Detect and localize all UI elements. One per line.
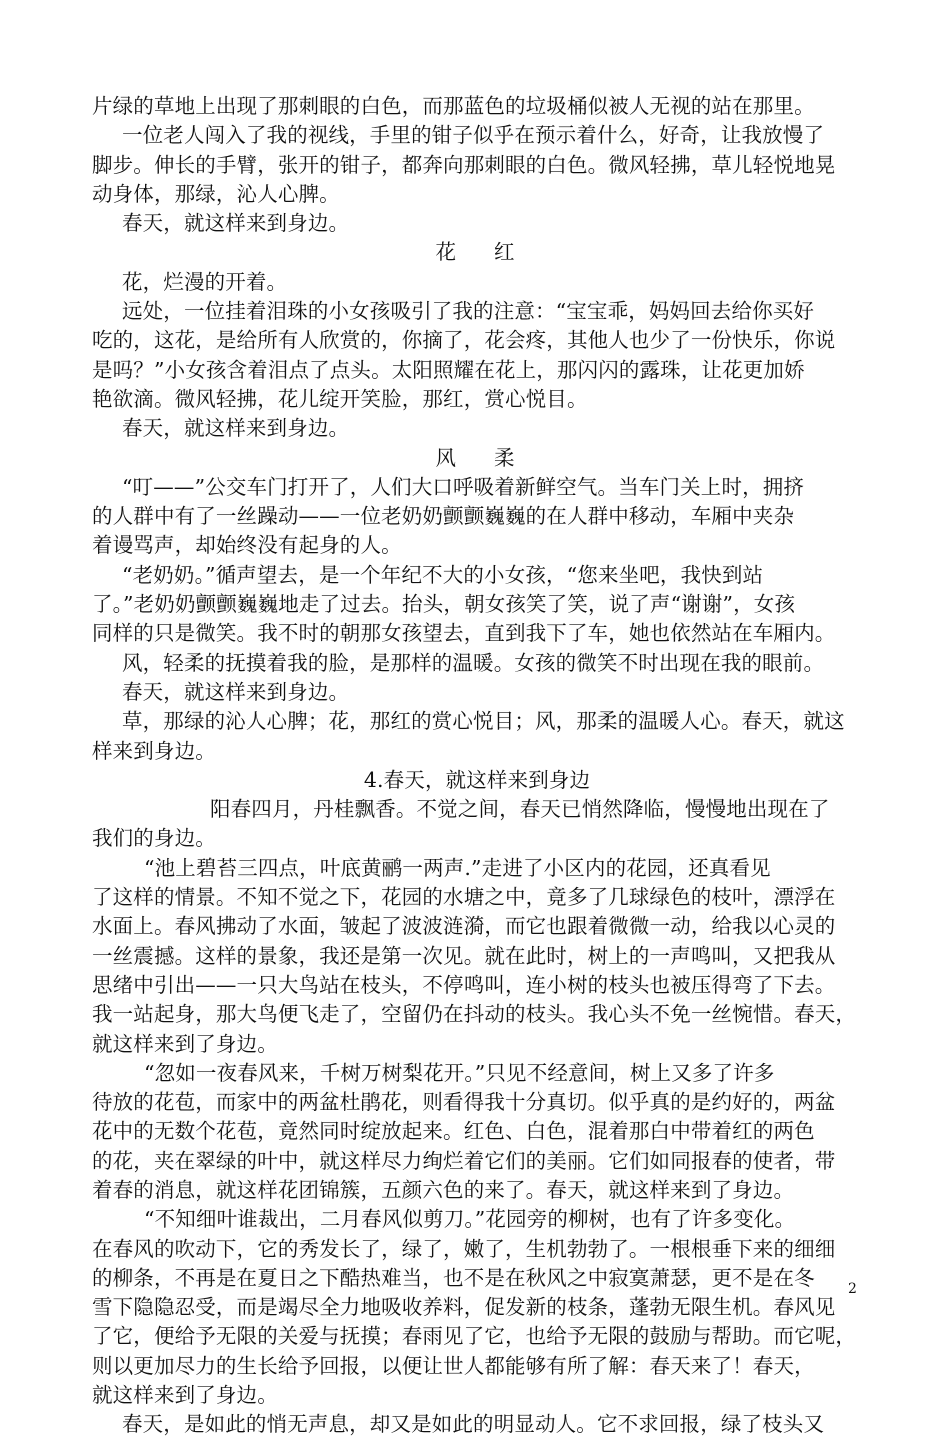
text-line: “忽如一夜春风来，千树万树梨花开。”只见不经意间，树上又多了许多	[144, 1060, 775, 1085]
text-line: 片绿的草地上出现了那刺眼的白色，而那蓝色的垃圾桶似被人无视的站在那里。	[92, 94, 815, 118]
text-line: “老奶奶。”循声望去，是一个年纪不大的小女孩，“您来坐吧，我快到站	[122, 562, 764, 587]
text-line: 远处，一位挂着泪珠的小女孩吸引了我的注意：“宝宝乖，妈妈回去给你买好	[122, 299, 815, 324]
text-line: 我们的身边。	[92, 826, 216, 851]
text-line: 风，轻柔的抚摸着我的脸，是那样的温暖。女孩的微笑不时出现在我的眼前。	[122, 650, 825, 675]
text-line: 就这样来到了身边。	[92, 1031, 278, 1056]
text-line: 思绪中引出——一只大鸟站在枝头，不停鸣叫，连小树的枝头也被压得弯了下去。	[92, 972, 836, 997]
text-line: 我一站起身，那大鸟便飞走了，空留仍在抖动的枝头。我心头不免一丝惋惜。春天，	[92, 1002, 857, 1027]
text-line: 样来到身边。	[92, 738, 216, 763]
text-line: 脚步。伸长的手臂，张开的钳子，都奔向那刺眼的白色。微风轻拂，草儿轻悦地晃	[92, 152, 836, 177]
text-line: 春天，就这样来到身边。	[122, 211, 350, 236]
text-line: 草，那绿的沁人心脾；花，那红的赏心悦目；风，那柔的温暖人心。春天，就这	[122, 709, 845, 734]
text-line: “池上碧苔三四点，叶底黄鹂一两声.”走进了小区内的花园，还真看见	[144, 855, 771, 880]
text-line: 春天，是如此的悄无声息，却又是如此的明显动人。它不求回报，绿了枝头又	[122, 1412, 825, 1437]
text-line: 一位老人闯入了我的视线，手里的钳子似乎在预示着什么，好奇，让我放慢了	[122, 123, 825, 148]
text-line: 则以更加尽力的生长给予回报，以便让世人都能够有所了解：春天来了！春天，	[92, 1353, 815, 1378]
text-line: 水面上。春风拂动了水面，皱起了波波涟漪，而它也跟着微微一动，给我以心灵的	[92, 914, 836, 939]
text-line: “不知细叶谁裁出，二月春风似剪刀。”花园旁的柳树，也有了许多变化。	[144, 1207, 796, 1232]
text-line: 了。”老奶奶颤颤巍巍地走了过去。抬头，朝女孩笑了笑，说了声“谢谢”，女孩	[92, 592, 796, 617]
text-line: 着谩骂声，却始终没有起身的人。	[92, 533, 402, 558]
document-body	[92, 92, 862, 1440]
text-line: 就这样来到了身边。	[92, 1383, 278, 1408]
text-line: 吃的，这花，是给所有人欣赏的，你摘了，花会疼，其他人也少了一份快乐，你说	[92, 328, 836, 353]
text-line: 动身体，那绿，沁人心脾。	[92, 181, 340, 206]
text-line: 的花，夹在翠绿的叶中，就这样尽力绚烂着它们的美丽。它们如同报春的使者，带	[92, 1148, 836, 1173]
text-line: 艳欲滴。微风轻拂，花儿绽开笑脸，那红，赏心悦目。	[92, 386, 588, 411]
text-line: “叮——”公交车门打开了，人们大口呼吸着新鲜空气。当车门关上时，拥挤	[122, 474, 805, 499]
text-line: 了它，便给予无限的关爱与抚摸；春雨见了它，也给予无限的鼓励与帮助。而它呢，	[92, 1324, 857, 1349]
text-line: 着春的消息，就这样花团锦簇，五颜六色的来了。春天，就这样来到了身边。	[92, 1177, 795, 1202]
text-line: 了这样的情景。不知不觉之下，花园的水塘之中，竟多了几球绿色的枝叶，漂浮在	[92, 885, 836, 910]
text-line: 同样的只是微笑。我不时的朝那女孩望去，直到我下了车，她也依然站在车厢内。	[92, 621, 836, 646]
text-line: 一丝震撼。这样的景象，我还是第一次见。就在此时，树上的一声鸣叫，又把我从	[92, 943, 836, 968]
article-title: 4.春天，就这样来到身边	[363, 767, 591, 792]
text-line: 是吗？”小女孩含着泪点了点头。太阳照耀在花上，那闪闪的露珠，让花更加娇	[92, 357, 805, 382]
text-line: 春天，就这样来到身边。	[122, 679, 350, 704]
section-heading: 风柔	[435, 445, 553, 470]
text-line: 雪下隐隐忍受，而是竭尽全力地吸收养料，促发新的枝条，蓬勃无限生机。春风见	[92, 1295, 836, 1320]
text-line: 的柳条，不再是在夏日之下酷热难当，也不是在秋风之中寂寞萧瑟，更不是在冬	[92, 1265, 815, 1290]
text-line: 在春风的吹动下，它的秀发长了，绿了，嫩了，生机勃勃了。一根根垂下来的细细	[92, 1236, 836, 1261]
section-heading: 花红	[435, 240, 553, 265]
text-line: 花，烂漫的开着。	[122, 269, 288, 294]
text-line: 春天，就这样来到身边。	[122, 416, 350, 441]
text-line: 花中的无数个花苞，竟然同时绽放起来。红色、白色，混着那白中带着红的两色	[92, 1119, 815, 1144]
text-line: 阳春四月，丹桂飘香。不觉之间，春天已悄然降临，慢慢地出现在了	[210, 797, 830, 822]
text-line: 的人群中有了一丝躁动——一位老奶奶颤颤巍巍的在人群中移动，车厢中夹杂	[92, 504, 795, 529]
text-line: 待放的花苞，而家中的两盆杜鹃花，则看得我十分真切。似乎真的是约好的，两盆	[92, 1090, 836, 1115]
page-number: 2	[848, 1281, 857, 1297]
